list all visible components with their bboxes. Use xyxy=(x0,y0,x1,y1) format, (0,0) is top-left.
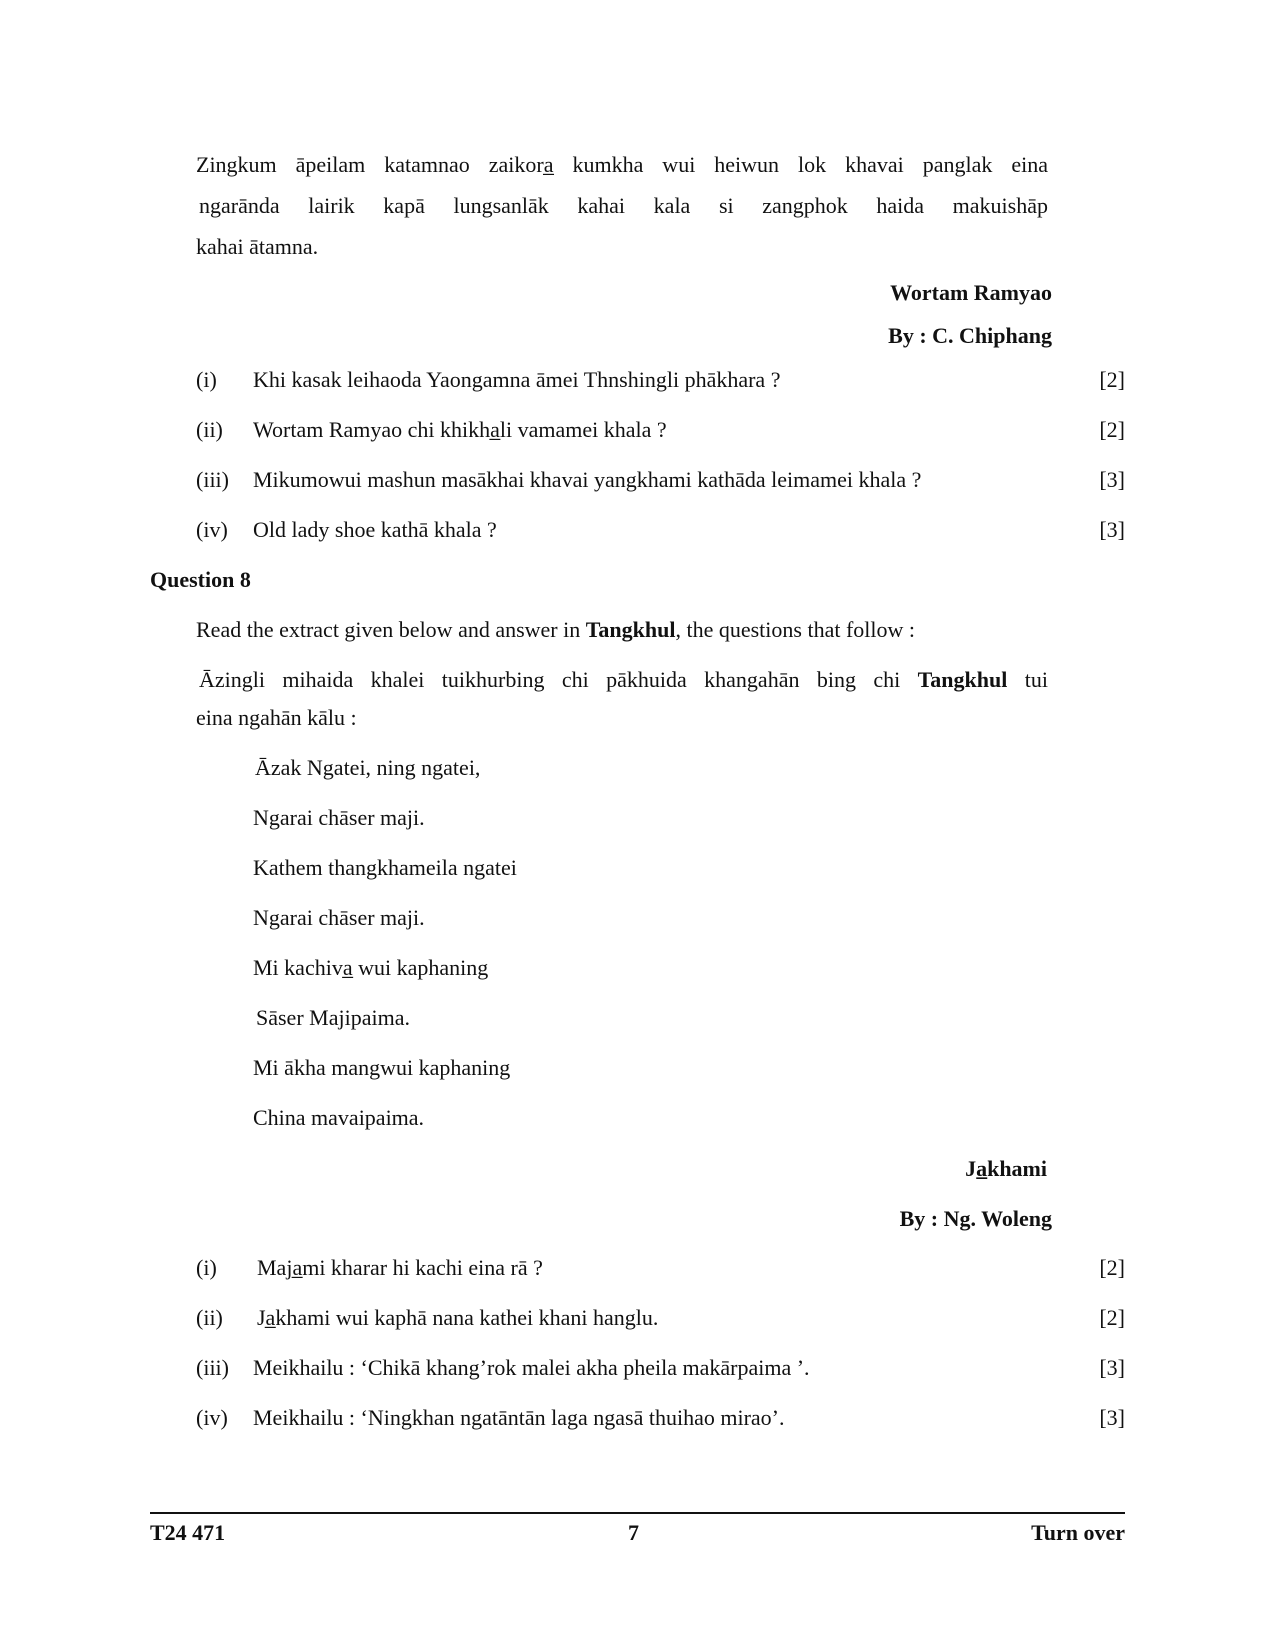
poem-line: Āzak Ngatei, ning ngatei, xyxy=(255,755,481,780)
q7-item-number: (iv) xyxy=(196,517,228,542)
q8-item-marks: [2] xyxy=(1099,1305,1125,1330)
q8-intro-line-2: eina ngahān kālu : xyxy=(196,705,357,730)
turn-over-label: Turn over xyxy=(1031,1520,1125,1545)
q7-item-marks: [3] xyxy=(1099,517,1125,542)
extract-line-1: Zingkum āpeilam katamnao zaikora̲ kumkha wui heiwun lok khavai panglak eina xyxy=(196,152,1048,177)
q8-item-text: Meikhailu : ‘Ningkhan ngatāntān laga ngasā thuihao mirao’. xyxy=(253,1405,785,1430)
q7-item-number: (ii) xyxy=(196,417,223,442)
q8-item-text: Maja̲mi kharar hi kachi eina rā ? xyxy=(257,1255,543,1280)
poem-line: Kathem thangkhameila ngatei xyxy=(253,855,517,880)
poem-line: Mi kachiva̲ wui kaphaning xyxy=(253,955,489,980)
extract-author: By : C. Chiphang xyxy=(888,323,1052,348)
poem-line: Ngarai chāser maji. xyxy=(253,905,425,930)
q8-item-number: (iii) xyxy=(196,1355,229,1380)
q8-item-marks: [3] xyxy=(1099,1405,1125,1430)
q7-item-text: Old lady shoe kathā khala ? xyxy=(253,517,497,542)
q7-item-text: Mikumowui mashun masākhai khavai yangkhami kathāda leimamei khala ? xyxy=(253,467,922,492)
q7-item-text: Wortam Ramyao chi khikha̲li vamamei khala ? xyxy=(253,417,667,442)
poem-line: China mavaipaima. xyxy=(253,1105,425,1130)
paper-code: T24 471 xyxy=(150,1520,226,1545)
q7-item-number: (i) xyxy=(196,367,217,392)
poem-author: By : Ng. Woleng xyxy=(899,1206,1052,1231)
extract-line-2: ngarānda lairik kapā lungsanlāk kahai kala si zangphok haida makuishāp xyxy=(199,193,1048,218)
q8-instruction: Read the extract given below and answer in Tangkhul, the questions that follow : xyxy=(196,617,915,642)
q7-item-marks: [2] xyxy=(1099,367,1125,392)
poem-line: Mi ākha mangwui kaphaning xyxy=(253,1055,511,1080)
question-8-heading: Question 8 xyxy=(150,567,251,592)
extract-line-3: kahai ātamna. xyxy=(196,234,319,259)
poem-line: Sāser Majipaima. xyxy=(256,1005,410,1030)
q8-item-number: (iv) xyxy=(196,1405,228,1430)
q7-item-number: (iii) xyxy=(196,467,229,492)
q7-item-marks: [3] xyxy=(1099,467,1125,492)
footer-rule xyxy=(150,1512,1125,1514)
q8-item-number: (ii) xyxy=(196,1305,223,1330)
q8-item-number: (i) xyxy=(196,1255,217,1280)
q7-item-text: Khi kasak leihaoda Yaongamna āmei Thnshingli phākhara ? xyxy=(253,367,781,392)
poem-line: Ngarai chāser maji. xyxy=(253,805,425,830)
q8-item-text: Ja̲khami wui kaphā nana kathei khani hanglu. xyxy=(257,1305,659,1330)
q8-item-marks: [2] xyxy=(1099,1255,1125,1280)
page-number: 7 xyxy=(628,1520,639,1545)
q8-item-text: Meikhailu : ‘Chikā khang’rok malei akha pheila makārpaima ’. xyxy=(253,1355,810,1380)
extract-title: Wortam Ramyao xyxy=(890,280,1052,305)
q8-item-marks: [3] xyxy=(1099,1355,1125,1380)
poem-title: Ja̲khami xyxy=(965,1156,1047,1181)
q7-item-marks: [2] xyxy=(1099,417,1125,442)
q8-intro-line-1: Āzingli mihaida khalei tuikhurbing chi pākhuida khangahān bing chi Tangkhul tui xyxy=(199,667,1048,692)
